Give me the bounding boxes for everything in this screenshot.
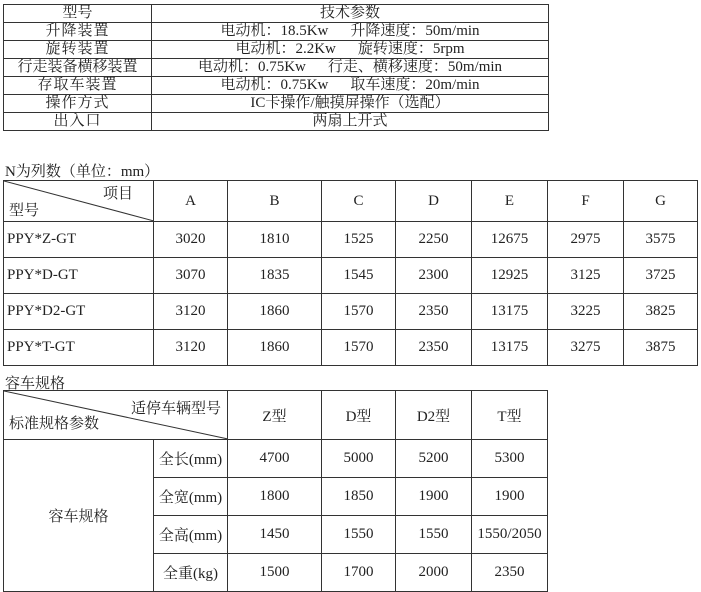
value-cell: 3120	[154, 294, 228, 330]
value-cell: 1500	[228, 554, 322, 592]
tech-row-label: 升降装置	[4, 23, 152, 41]
value-cell: 1700	[322, 554, 396, 592]
value-cell: 2250	[396, 222, 472, 258]
dims-caption: N为列数（单位：mm）	[5, 164, 160, 180]
value-cell: 1550	[396, 516, 472, 554]
dims-column-header: G	[624, 181, 698, 222]
value-cell: 1570	[322, 330, 396, 366]
value-cell: 3725	[624, 258, 698, 294]
value-cell: 3225	[548, 294, 624, 330]
car-column-header: D2型	[396, 391, 472, 440]
car-column-header: Z型	[228, 391, 322, 440]
value-cell: 1860	[228, 294, 322, 330]
value-cell: 1525	[322, 222, 396, 258]
value-cell: 4700	[228, 440, 322, 478]
value-cell: 5000	[322, 440, 396, 478]
dims-column-header: F	[548, 181, 624, 222]
corner-label-vehicle: 适停车辆型号	[130, 401, 221, 417]
corner-label-param: 标准规格参数	[9, 416, 100, 432]
tech-row-label: 行走装备横移装置	[4, 59, 152, 77]
value-cell: 3070	[154, 258, 228, 294]
value-cell: 1900	[472, 478, 548, 516]
tech-row-value: 电动机：18.5Kw 升降速度：50m/min	[152, 23, 549, 41]
value-cell: 1450	[228, 516, 322, 554]
value-cell: 1800	[228, 478, 322, 516]
value-cell: 3275	[548, 330, 624, 366]
value-cell: 1570	[322, 294, 396, 330]
value-cell: 2300	[396, 258, 472, 294]
corner-label-item: 项目	[102, 186, 133, 202]
table-row	[4, 294, 698, 330]
value-cell: 2975	[548, 222, 624, 258]
model-cell: PPY*D2-GT	[4, 294, 154, 330]
dims-column-header: A	[154, 181, 228, 222]
tech-row-value: 电动机：0.75Kw 取车速度：20m/min	[152, 77, 549, 95]
tech-row-value: IC卡操作/触摸屏操作（选配）	[152, 95, 549, 113]
car-column-header: D型	[322, 391, 396, 440]
value-cell: 3125	[548, 258, 624, 294]
dims-column-header: D	[396, 181, 472, 222]
value-cell: 2000	[396, 554, 472, 592]
car-corner-cell	[4, 391, 228, 440]
value-cell: 1550/2050	[472, 516, 548, 554]
table-row	[4, 330, 698, 366]
tech-header-params: 技术参数	[152, 5, 549, 23]
value-cell: 12675	[472, 222, 548, 258]
tech-row-value: 电动机：2.2Kw 旋转速度：5rpm	[152, 41, 549, 59]
table-row	[4, 222, 698, 258]
model-cell: PPY*Z-GT	[4, 222, 154, 258]
value-cell: 1835	[228, 258, 322, 294]
car-spec-table	[3, 390, 548, 592]
param-cell: 全长(mm)	[154, 440, 228, 478]
value-cell: 5200	[396, 440, 472, 478]
tech-header-model: 型号	[4, 5, 152, 23]
model-cell: PPY*D-GT	[4, 258, 154, 294]
corner-label-model: 型号	[9, 203, 40, 219]
value-cell: 1850	[322, 478, 396, 516]
param-cell: 全重(kg)	[154, 554, 228, 592]
dims-column-header: C	[322, 181, 396, 222]
param-cell: 全宽(mm)	[154, 478, 228, 516]
tech-row-value: 两扇上开式	[152, 113, 549, 131]
param-cell: 全高(mm)	[154, 516, 228, 554]
dimensions-table	[3, 180, 698, 366]
value-cell: 5300	[472, 440, 548, 478]
value-cell: 3020	[154, 222, 228, 258]
table-row	[4, 258, 698, 294]
group-label: 容车规格	[4, 440, 154, 592]
tech-row-label: 出入口	[4, 113, 152, 131]
car-column-header: T型	[472, 391, 548, 440]
dims-corner-cell	[4, 181, 154, 222]
table-row	[4, 440, 548, 478]
tech-row-label: 操作方式	[4, 95, 152, 113]
value-cell: 3575	[624, 222, 698, 258]
value-cell: 1810	[228, 222, 322, 258]
value-cell: 12925	[472, 258, 548, 294]
value-cell: 13175	[472, 294, 548, 330]
value-cell: 2350	[396, 294, 472, 330]
dims-column-header: B	[228, 181, 322, 222]
tech-row-label: 旋转装置	[4, 41, 152, 59]
tech-spec-table	[3, 4, 549, 131]
value-cell: 3875	[624, 330, 698, 366]
value-cell: 2350	[472, 554, 548, 592]
dims-column-header: E	[472, 181, 548, 222]
model-cell: PPY*T-GT	[4, 330, 154, 366]
tech-row-value: 电动机：0.75Kw 行走、横移速度：50m/min	[152, 59, 549, 77]
value-cell: 1900	[396, 478, 472, 516]
value-cell: 2350	[396, 330, 472, 366]
value-cell: 1860	[228, 330, 322, 366]
tech-row-label: 存取车装置	[4, 77, 152, 95]
value-cell: 13175	[472, 330, 548, 366]
value-cell: 3825	[624, 294, 698, 330]
value-cell: 1545	[322, 258, 396, 294]
value-cell: 3120	[154, 330, 228, 366]
value-cell: 1550	[322, 516, 396, 554]
car-spec-caption: 容车规格	[5, 376, 66, 392]
